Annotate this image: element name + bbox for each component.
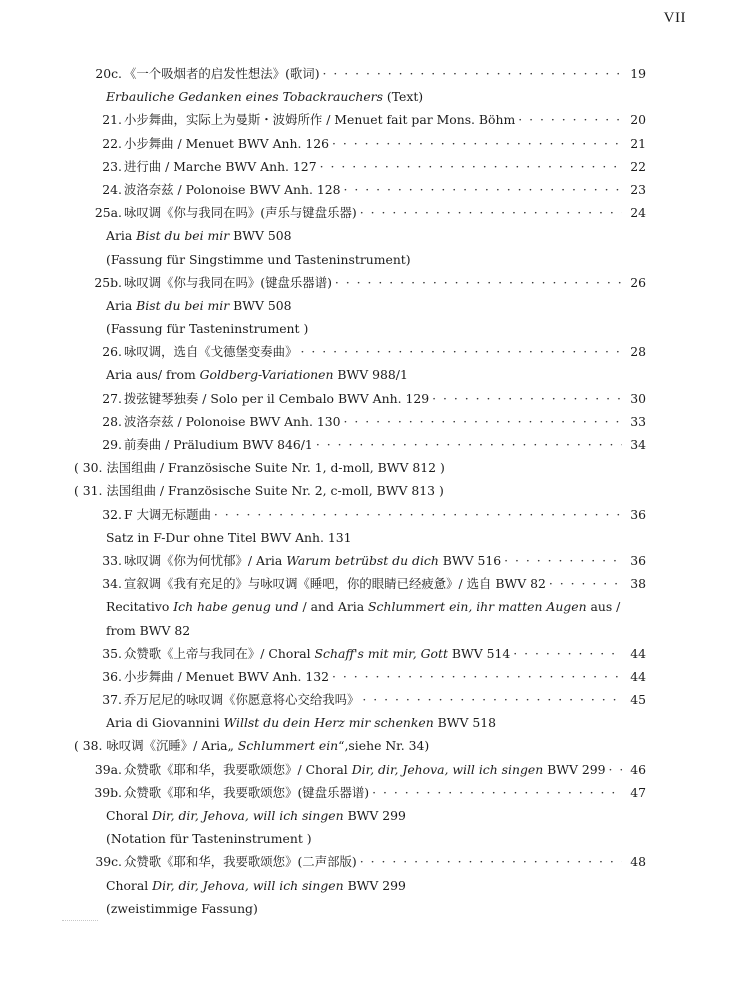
entry-subtitle: (Notation für Tasteninstrument ) [106,831,312,847]
entry-main [124,62,622,85]
toc-entry-line [68,758,646,781]
entry-subtitle: Aria Bist du bei mir BWV 508 [106,297,292,313]
entry-number: 21. [102,112,122,128]
toc-entry[interactable] [68,758,646,781]
entry-number: 27. [102,390,122,406]
toc-entry[interactable] [68,340,646,386]
entry-page-number: 33 [630,413,646,429]
dot-leader [332,132,622,155]
entry-number: 37. [102,692,122,708]
entry-title: 众赞歌《耶和华，我要歌颂您》/ Choral Dir, dir, Jehova, will ich singen BWV 299 [124,761,606,777]
toc-entry-line [68,688,646,711]
entry-title: 小步舞曲，实际上为曼斯・波姆所作 / Menuet fait par Mons. Böhm [124,112,516,128]
entry-title: 波洛奈兹 / Polonoise BWV Anh. 130 [124,413,341,429]
entry-number: 39a. [94,761,122,777]
entry-title: 咏叹调《你与我同在吗》(声乐与键盘乐器) [124,205,357,221]
entry-number: 39b. [94,784,122,800]
dot-leader [316,433,622,456]
toc-entry[interactable] [68,410,646,433]
entry-main [124,155,622,178]
toc-entry[interactable] [68,387,646,410]
toc-entry-line [68,665,646,688]
toc-entry[interactable] [68,201,646,271]
toc-entry[interactable] [68,271,646,341]
toc-entry[interactable] [68,108,646,131]
table-of-contents [68,62,646,920]
toc-entry[interactable] [68,549,646,572]
entry-title: 咏叹调《你为何忧郁》/ Aria Warum betrübst du dich BWV 516 [124,552,502,568]
entry-title: 拨弦键琴独奏 / Solo per il Cembalo BWV Anh. 129 [124,390,430,406]
entry-title: 小步舞曲 / Menuet BWV Anh. 126 [124,135,330,151]
toc-entry[interactable] [68,178,646,201]
toc-entry[interactable] [68,503,646,549]
entry-number: 34. [102,576,122,592]
entry-main [124,410,622,433]
entry-number: 25a. [94,205,122,221]
entry-number: 39c. [95,854,122,870]
entry-page-number: 26 [630,274,646,290]
entry-main [124,132,622,155]
toc-entry-line [68,433,646,456]
entry-subtitle: Choral Dir, dir, Jehova, will ich singen BWV 299 [106,808,406,823]
entry-subtitle: Erbauliche Gedanken eines Tobackrauchers (Text) [106,89,424,105]
entry-title: 《一个吸烟者的启发性想法》(歌词) [124,66,320,81]
toc-entry[interactable] [68,781,646,851]
entry-main [124,108,622,131]
toc-entry[interactable] [68,734,646,757]
entry-main [124,781,622,804]
entry-main [124,503,622,526]
entry-page-number: 46 [630,761,646,777]
entry-number: 24. [102,181,122,197]
dot-leader [320,155,622,178]
toc-entry[interactable] [68,688,646,734]
entry-page-number: 34 [630,437,646,452]
entry-subtitle: Satz in F-Dur ohne Titel BWV Anh. 131 [106,529,352,545]
entry-page-number: 44 [630,645,646,661]
entry-subtitle: Aria di Giovannini Willst du dein Herz mir schenken BWV 518 [106,715,497,731]
toc-entry[interactable] [68,433,646,456]
entry-subtitle: Aria Bist du bei mir BWV 508 [106,228,292,244]
entry-number: 25b. [94,274,122,290]
entry-number: 29. [102,437,122,452]
entry-number: 22. [102,135,122,151]
toc-entry-line [68,201,646,224]
toc-entry[interactable] [68,642,646,665]
entry-subtitle: (Fassung für Singstimme und Tasteninstrument) [106,251,411,267]
toc-entry[interactable] [68,155,646,178]
entry-main [124,178,622,201]
toc-entry[interactable] [68,850,646,920]
toc-entry-line [68,108,646,131]
dot-leader [323,62,622,85]
entry-main [124,572,622,595]
toc-entry-parenthetical: ( 30. 法国组曲 / Französische Suite Nr. 1, d-moll, BWV 812 ) [74,460,445,476]
entry-number: 33. [102,552,122,568]
dot-leader [344,178,622,201]
dot-leader [372,781,622,804]
entry-title: 进行曲 / Marche BWV Anh. 127 [124,158,317,174]
entry-subtitle: Aria aus/ from Goldberg-Variationen BWV 988/1 [106,367,408,383]
entry-page-number: 23 [630,181,646,197]
entry-page-number: 44 [630,668,646,684]
entry-main [124,433,622,456]
entry-number: 20c. [95,66,122,81]
entry-main [124,340,622,363]
entry-main [124,642,622,665]
entry-title: 乔万尼尼的咏叹调《你愿意将心交给我吗》 [124,692,360,708]
toc-entry[interactable] [68,456,646,479]
dot-leader [214,503,622,526]
toc-entry-line [68,549,646,572]
entry-page-number: 20 [630,112,646,128]
dot-leader [432,387,622,410]
dot-leader [332,665,622,688]
entry-main [124,688,622,711]
entry-page-number: 48 [630,854,646,870]
entry-main [124,201,622,224]
entry-page-number: 36 [630,506,646,522]
entry-title: 众赞歌《上帝与我同在》/ Choral Schaff's mit mir, Gott BWV 514 [124,645,511,661]
toc-entry-line [68,387,646,410]
entry-subtitle: (Fassung für Tasteninstrument ) [106,321,309,337]
toc-entry-line [68,271,646,294]
toc-entry-line [68,642,646,665]
toc-entry-line [68,178,646,201]
entry-subtitle: (zweistimmige Fassung) [106,900,258,916]
entry-page-number: 24 [630,205,646,221]
entry-page-number: 19 [630,66,646,81]
page-number: VII [663,10,686,26]
entry-main [124,758,622,781]
entry-title: 前奏曲 / Präludium BWV 846/1 [124,437,313,452]
toc-entry-line [68,781,646,804]
toc-entry-line [68,340,646,363]
toc-entry-parenthetical: ( 38. 咏叹调《沉睡》/ Aria„ Schlummert ein“,siehe Nr. 34) [74,738,430,754]
dot-leader [549,572,622,595]
entry-title: F 大调无标题曲 [124,506,211,522]
dot-leader [360,201,622,224]
dot-leader [344,410,622,433]
dot-leader [360,850,622,873]
toc-entry-line [68,132,646,155]
toc-entry-line [68,503,646,526]
entry-page-number: 47 [630,784,646,800]
entry-title: 众赞歌《耶和华，我要歌颂您》(键盘乐器谱) [124,784,370,800]
entry-main [124,387,622,410]
entry-main [124,549,622,572]
toc-entry-line [68,62,646,85]
entry-number: 26. [102,344,122,360]
dot-leader [300,340,622,363]
entry-title: 小步舞曲 / Menuet BWV Anh. 132 [124,668,330,684]
entry-main [124,850,622,873]
entry-page-number: 38 [630,576,646,592]
entry-number: 36. [102,668,122,684]
entry-page-number: 22 [630,158,646,174]
dot-leader [518,108,622,131]
dot-leader [362,688,622,711]
toc-entry-line [68,155,646,178]
dot-leader [513,642,622,665]
blank-rule [62,920,98,921]
toc-entry[interactable] [68,572,646,642]
toc-entry[interactable] [68,479,646,502]
entry-number: 28. [102,413,122,429]
dot-leader [335,271,622,294]
entry-title: 宣叙调《我有充足的》与咏叹调《睡吧，你的眼睛已经疲惫》/ 选自 BWV 82 [124,576,546,592]
toc-entry[interactable] [68,62,646,108]
entry-page-number: 28 [630,344,646,360]
toc-entry-line [68,572,646,595]
entry-subtitle: from BWV 82 [106,622,191,638]
entry-title: 波洛奈兹 / Polonoise BWV Anh. 128 [124,181,341,197]
entry-page-number: 45 [630,692,646,708]
entry-number: 32. [102,506,122,522]
entry-subtitle: Recitativo Ich habe genug und / and Aria Schlummert ein, ihr matten Augen aus / [106,599,621,615]
toc-entry-line [68,410,646,433]
toc-entry-line [68,850,646,873]
entry-main [124,665,622,688]
entry-title: 咏叹调《你与我同在吗》(键盘乐器谱) [124,274,332,290]
entry-page-number: 21 [630,135,646,151]
dot-leader [504,549,622,572]
toc-entry[interactable] [68,132,646,155]
entry-title: 咏叹调，选自《戈德堡变奏曲》 [124,344,298,360]
toc-entry-parenthetical: ( 31. 法国组曲 / Französische Suite Nr. 2, c-moll, BWV 813 ) [74,483,444,499]
toc-entry[interactable] [68,665,646,688]
entry-subtitle: Choral Dir, dir, Jehova, will ich singen BWV 299 [106,877,406,893]
entry-page-number: 30 [630,390,646,406]
entry-title: 众赞歌《耶和华，我要歌颂您》(二声部版) [124,854,357,870]
entry-page-number: 36 [630,552,646,568]
entry-number: 23. [102,158,122,174]
dot-leader [609,758,622,781]
entry-main [124,271,622,294]
entry-number: 35. [102,645,122,661]
